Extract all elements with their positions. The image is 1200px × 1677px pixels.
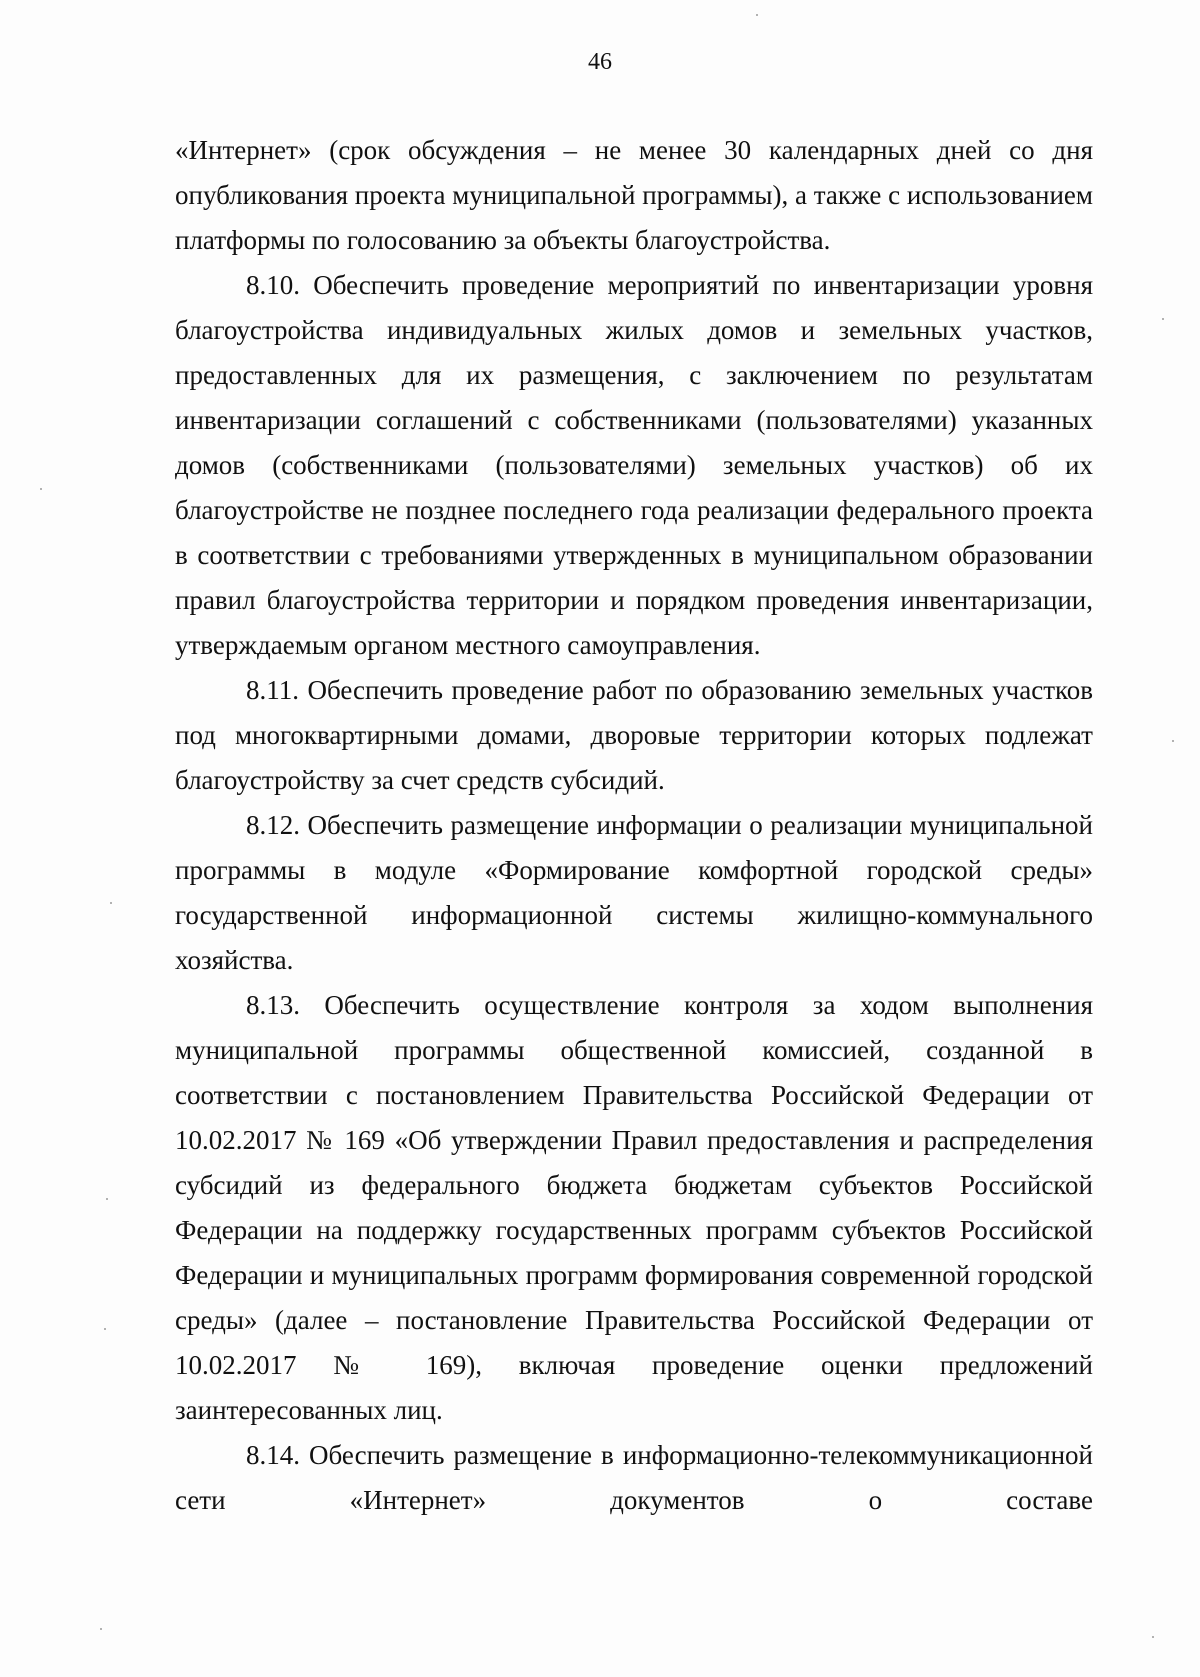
scan-speck (104, 1328, 106, 1330)
paragraph-item-8-10: 8.10. Обеспечить проведение мероприятий по инвентаризации уровня благоустройства индивидуальных жилых домов и земельных участков, предоставленных для их размещения, с заключением по результатам инвентаризации соглашений с собственниками (пользователями) указанных домов (собственниками (пользователями) земельных участков) об их благоустройстве не позднее последнего года реализации федерального проекта в соответствии с требованиями утвержденных в муниципальном образовании правил благоустройства территории и порядком проведения инвентаризации, утверждаемым органом местного самоуправления. (175, 270, 1093, 660)
paragraph-item-8-14: 8.14. Обеспечить размещение в информационно-телекоммуникационной сети «Интернет» документов о составе (175, 1440, 1093, 1515)
scan-speck (40, 488, 42, 490)
scan-speck (756, 14, 758, 16)
scan-speck (1172, 740, 1174, 742)
scan-speck (1162, 318, 1164, 320)
scan-speck (1152, 1636, 1154, 1638)
scan-speck (110, 902, 112, 904)
paragraph-continuation: «Интернет» (срок обсуждения – не менее 30 календарных дней со дня опубликования проекта муниципальной программы), а также с использованием платформы по голосованию за объекты благоустройства. (175, 135, 1093, 255)
scan-speck (100, 1628, 102, 1630)
document-body (175, 128, 1093, 1523)
paragraph-item-8-12: 8.12. Обеспечить размещение информации о реализации муниципальной программы в модуле «Формирование комфортной городской среды» государственной информационной системы жилищно-коммунального хозяйства. (175, 810, 1093, 975)
paragraph-item-8-13: 8.13. Обеспечить осуществление контроля за ходом выполнения муниципальной программы общественной комиссией, созданной в соответствии с постановлением Правительства Российской Федерации от 10.02.2017 № 169 «Об утверждении Правил предоставления и распределения субсидий из федерального бюджета бюджетам субъектов Российской Федерации на поддержку государственных программ субъектов Российской Федерации и муниципальных программ формирования современной городской среды» (далее – постановление Правительства Российской Федерации от 10.02.2017 № 169), включая проведение оценки предложений заинтересованных лиц. (175, 990, 1093, 1425)
paragraph-item-8-11: 8.11. Обеспечить проведение работ по образованию земельных участков под многоквартирными домами, дворовые территории которых подлежат благоустройству за счет средств субсидий. (175, 675, 1093, 795)
page-number: 46 (588, 49, 612, 75)
scan-speck (106, 1198, 108, 1200)
